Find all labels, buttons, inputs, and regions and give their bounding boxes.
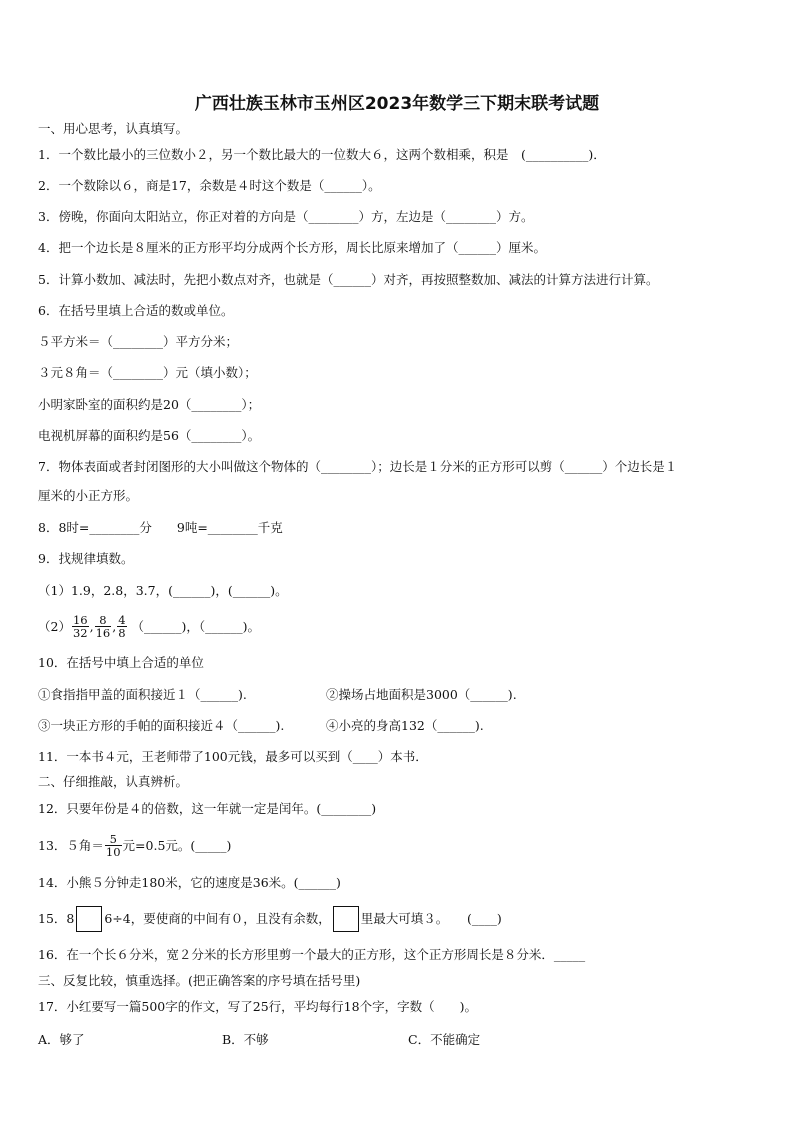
question-12: 12．只要年份是４的倍数，这一年就一定是闰年。(________) (38, 801, 377, 816)
page-title: 广西壮族玉林市玉州区2023年数学三下期末联考试题 (194, 94, 600, 114)
blank-box-1[interactable] (76, 906, 102, 932)
q9b-suffix: （______)，（______)。 (131, 618, 261, 634)
fraction-denominator: 16 (95, 626, 111, 640)
question-14: 14．小熊５分钟走180米，它的速度是36米。(______) (38, 875, 341, 890)
question-2: 2．一个数除以６，商是17，余数是４时这个数是（______）。 (38, 178, 381, 193)
question-6: 6．在括号里填上合适的数或单位。 (38, 303, 234, 318)
question-13 (38, 828, 231, 863)
question-9: 9．找规律填数。 (38, 551, 134, 566)
question-6-line-a: ５平方米＝（________）平方分米； (38, 334, 239, 349)
fraction-4-8 (117, 614, 126, 639)
q13-prefix: 13．５角＝ (38, 837, 104, 853)
question-10-item-2: ②操场占地面积是3000（______). (326, 687, 517, 702)
question-6-line-d: 电视机屏幕的面积约是56（________）。 (38, 428, 261, 443)
comma: , (112, 618, 117, 634)
q9b-prefix: （2） (38, 618, 71, 634)
question-3: 3．傍晚，你面向太阳站立，你正对着的方向是（________）方，左边是（________）方。 (38, 209, 534, 224)
question-8: 8．8时=________分 9吨=________千克 (38, 520, 283, 535)
q15-part-1: 15．8 (38, 910, 75, 926)
question-9-part-1: （1）1.9，2.8，3.7，(______)，(______)。 (38, 583, 288, 598)
question-16: 16．在一个长６分米，宽２分米的长方形里剪一个最大的正方形，这个正方形周长是８分米．_____ (38, 947, 586, 962)
comma: , (89, 618, 94, 634)
question-7-line-1: 7．物体表面或者封闭图形的大小叫做这个物体的（________）；边长是１分米的正方形可以剪（______）个边长是１ (38, 459, 678, 474)
fraction-5-10 (105, 833, 122, 858)
question-17: 17．小红要写一篇500字的作文，写了25行，平均每行18个字，字数（ )。 (38, 999, 477, 1014)
fraction-numerator: 16 (72, 613, 88, 627)
question-10-item-1: ①食指指甲盖的面积接近１（______). (38, 687, 247, 702)
fraction-numerator: 8 (95, 614, 112, 627)
fraction-denominator: 8 (118, 626, 126, 640)
fraction-numerator: 5 (105, 833, 122, 846)
question-4: 4．把一个边长是８厘米的正方形平均分成两个长方形，周长比原来增加了（______）厘米。 (38, 240, 546, 255)
section-heading-2: 二、仔细推敲，认真辨析。 (38, 774, 189, 789)
section-heading-1: 一、用心思考，认真填写。 (38, 121, 189, 136)
question-1: 1．一个数比最小的三位数小２，另一个数比最大的一位数大６，这两个数相乘，积是 (__________)． (38, 147, 606, 162)
option-b[interactable]: B．不够 (222, 1032, 269, 1047)
question-6-line-c: 小明家卧室的面积约是20（________）； (38, 397, 261, 412)
fraction-8-16 (95, 614, 112, 639)
question-9-part-2 (38, 609, 260, 644)
question-15 (38, 904, 502, 933)
question-11: 11．一本书４元，王老师带了100元钱，最多可以买到（____）本书． (38, 749, 428, 764)
question-10-item-3: ③一块正方形的手帕的面积接近４（______). (38, 718, 285, 733)
option-c[interactable]: C．不能确定 (408, 1032, 481, 1047)
fraction-denominator: 10 (105, 845, 121, 859)
q15-part-2: 6÷4，要使商的中间有０，且没有余数， (104, 910, 331, 926)
option-a[interactable]: A．够了 (38, 1032, 85, 1047)
blank-box-2[interactable] (333, 906, 359, 932)
q13-suffix: 元=0.5元。(_____) (122, 837, 232, 853)
fraction-denominator: 32 (72, 626, 88, 640)
fraction-16-32 (72, 614, 89, 639)
question-6-line-b: ３元８角＝（________）元（填小数）； (38, 365, 257, 380)
question-10-item-4: ④小亮的身高132（______). (326, 718, 484, 733)
question-7-line-2: 厘米的小正方形。 (38, 488, 139, 503)
section-heading-3: 三、反复比较，慎重选择。(把正确答案的序号填在括号里) (38, 973, 361, 988)
q15-part-3: 里最大可填３。 (____) (360, 910, 502, 926)
question-5: 5．计算小数加、减法时，先把小数点对齐，也就是（______）对齐，再按照整数加、减法的计算方法进行计算。 (38, 272, 659, 287)
question-10: 10．在括号中填上合适的单位 (38, 655, 204, 670)
fraction-numerator: 4 (118, 613, 126, 627)
